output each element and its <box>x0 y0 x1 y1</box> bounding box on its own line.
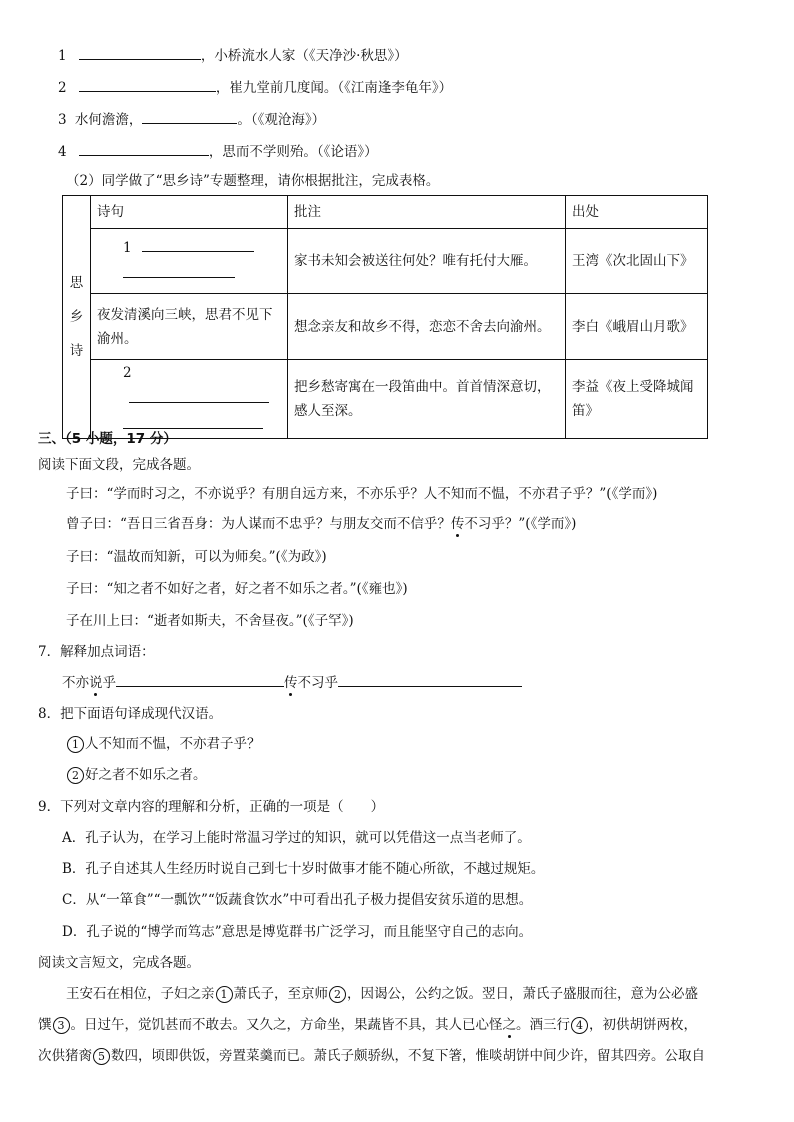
homesick-poem-table <box>62 195 708 439</box>
passage-line: 馔 3 。日过午，觉饥甚而不敢去。又久之，方命坐，果蔬皆不具，其人已心怪之。酒三行 4 ，初供胡饼两枚， <box>38 1017 697 1033</box>
table-row <box>63 360 708 439</box>
fill-item-4: 4 ，思而不学则殆。（《论语》） <box>58 141 378 161</box>
poem-cell: 2 <box>91 360 288 439</box>
option-d[interactable]: D．孔子说的“博学而笃志”意思是博览群书广泛学习，而且能坚守自己的志向。 <box>62 924 533 940</box>
answer-blank[interactable] <box>338 672 522 687</box>
quote-line: 子在川上曰：“逝者如斯夫，不舍昼夜。”(《子罕》) <box>66 613 354 629</box>
table-row <box>63 294 708 360</box>
source-cell: 李白《峨眉山月歌》 <box>566 294 708 360</box>
quote-line: 曾子曰：“吾日三省吾身：为人谋而不忠乎？与朋友交而不信乎？传不习乎？”(《学而》) <box>66 516 577 532</box>
note-cell: 想念亲友和故乡不得，恋恋不舍去向渝州。 <box>288 294 566 360</box>
question-7-words: 不亦说乎 传不习乎 <box>62 672 522 692</box>
option-a[interactable]: A．孔子认为，在学习上能时常温习学过的知识，就可以凭借这一点当老师了。 <box>62 830 531 846</box>
answer-blank[interactable] <box>142 237 254 252</box>
source-cell: 王湾《次北固山下》 <box>566 229 708 294</box>
answer-blank[interactable] <box>123 414 263 429</box>
reading-prompt: 阅读下面文段，完成各题。 <box>38 457 200 473</box>
answer-blank[interactable] <box>116 672 284 687</box>
fill-item-1: 1 ，小桥流水人家（《天净沙·秋思》） <box>58 45 408 65</box>
fill-item-3: 3 水何澹澹， 。（《观沧海》） <box>58 109 325 129</box>
table-side-label: 思 乡 诗 <box>63 196 91 439</box>
answer-blank[interactable] <box>79 45 201 60</box>
answer-blank[interactable] <box>79 141 209 156</box>
poem-cell: 夜发清溪向三峡，思君不见下渝州。 <box>91 294 288 360</box>
quote-line: 子曰：“知之者不如好之者，好之者不如乐之者。”(《雍也》) <box>66 581 408 597</box>
header-poem: 诗句 <box>91 196 288 229</box>
fill-item-2: 2 ，崔九堂前几度闻。（《江南逢李龟年》） <box>58 77 452 97</box>
answer-blank[interactable] <box>79 77 216 92</box>
answer-blank[interactable] <box>123 263 235 278</box>
poem-cell: 1 <box>91 229 288 294</box>
question-2-intro: （2）同学做了“思乡诗”专题整理，请你根据批注，完成表格。 <box>66 173 440 189</box>
note-cell: 把乡愁寄寓在一段笛曲中。首首情深意切，感人至深。 <box>288 360 566 439</box>
quote-line: 子曰：“学而时习之，不亦说乎？有朋自远方来，不亦乐乎？人不知而不愠，不亦君子乎？”(《学而》) <box>66 486 658 502</box>
option-c[interactable]: C．从“一箪食”“一瓢饮”“饭蔬食饮水”中可看出孔子极力提倡安贫乐道的思想。 <box>62 892 533 908</box>
question-7-stem: 7．解释加点词语： <box>38 644 155 660</box>
option-b[interactable]: B．孔子自述其人生经历时说自己到七十岁时做事才能不随心所欲，不越过规矩。 <box>62 861 545 877</box>
passage-line: 王安石在相位，子妇之亲 1 萧氏子，至京师 2 ，因谒公，公约之饭。翌日，萧氏子盛服而往，意为公必盛 <box>66 986 698 1002</box>
header-source: 出处 <box>566 196 708 229</box>
question-8-item: 1 人不知而不愠，不亦君子乎？ <box>66 735 261 753</box>
quote-line: 子曰：“温故而知新，可以为师矣。”(《为政》) <box>66 549 327 565</box>
source-cell: 李益《夜上受降城闻笛》 <box>566 360 708 439</box>
table-row <box>63 229 708 294</box>
question-8-item: 2 好之者不如乐之者。 <box>66 766 207 784</box>
section-title: 三、（5 小题，17 分） <box>38 431 177 447</box>
question-8-stem: 8．把下面语句译成现代汉语。 <box>38 706 223 722</box>
header-note: 批注 <box>288 196 566 229</box>
note-cell: 家书未知会被送往何处？唯有托付大雁。 <box>288 229 566 294</box>
reading-prompt-2: 阅读文言短文，完成各题。 <box>38 955 200 971</box>
passage-line: 次供猪脔 5 数四，顷即供饭，旁置菜羹而已。萧氏子颇骄纵，不复下箸，惟啖胡饼中间少许，留其四旁。公取自 <box>38 1048 705 1064</box>
answer-blank[interactable] <box>129 388 269 403</box>
answer-blank[interactable] <box>142 109 237 124</box>
question-9-stem: 9．下列对文章内容的理解和分析，正确的一项是（ ） <box>38 799 385 815</box>
